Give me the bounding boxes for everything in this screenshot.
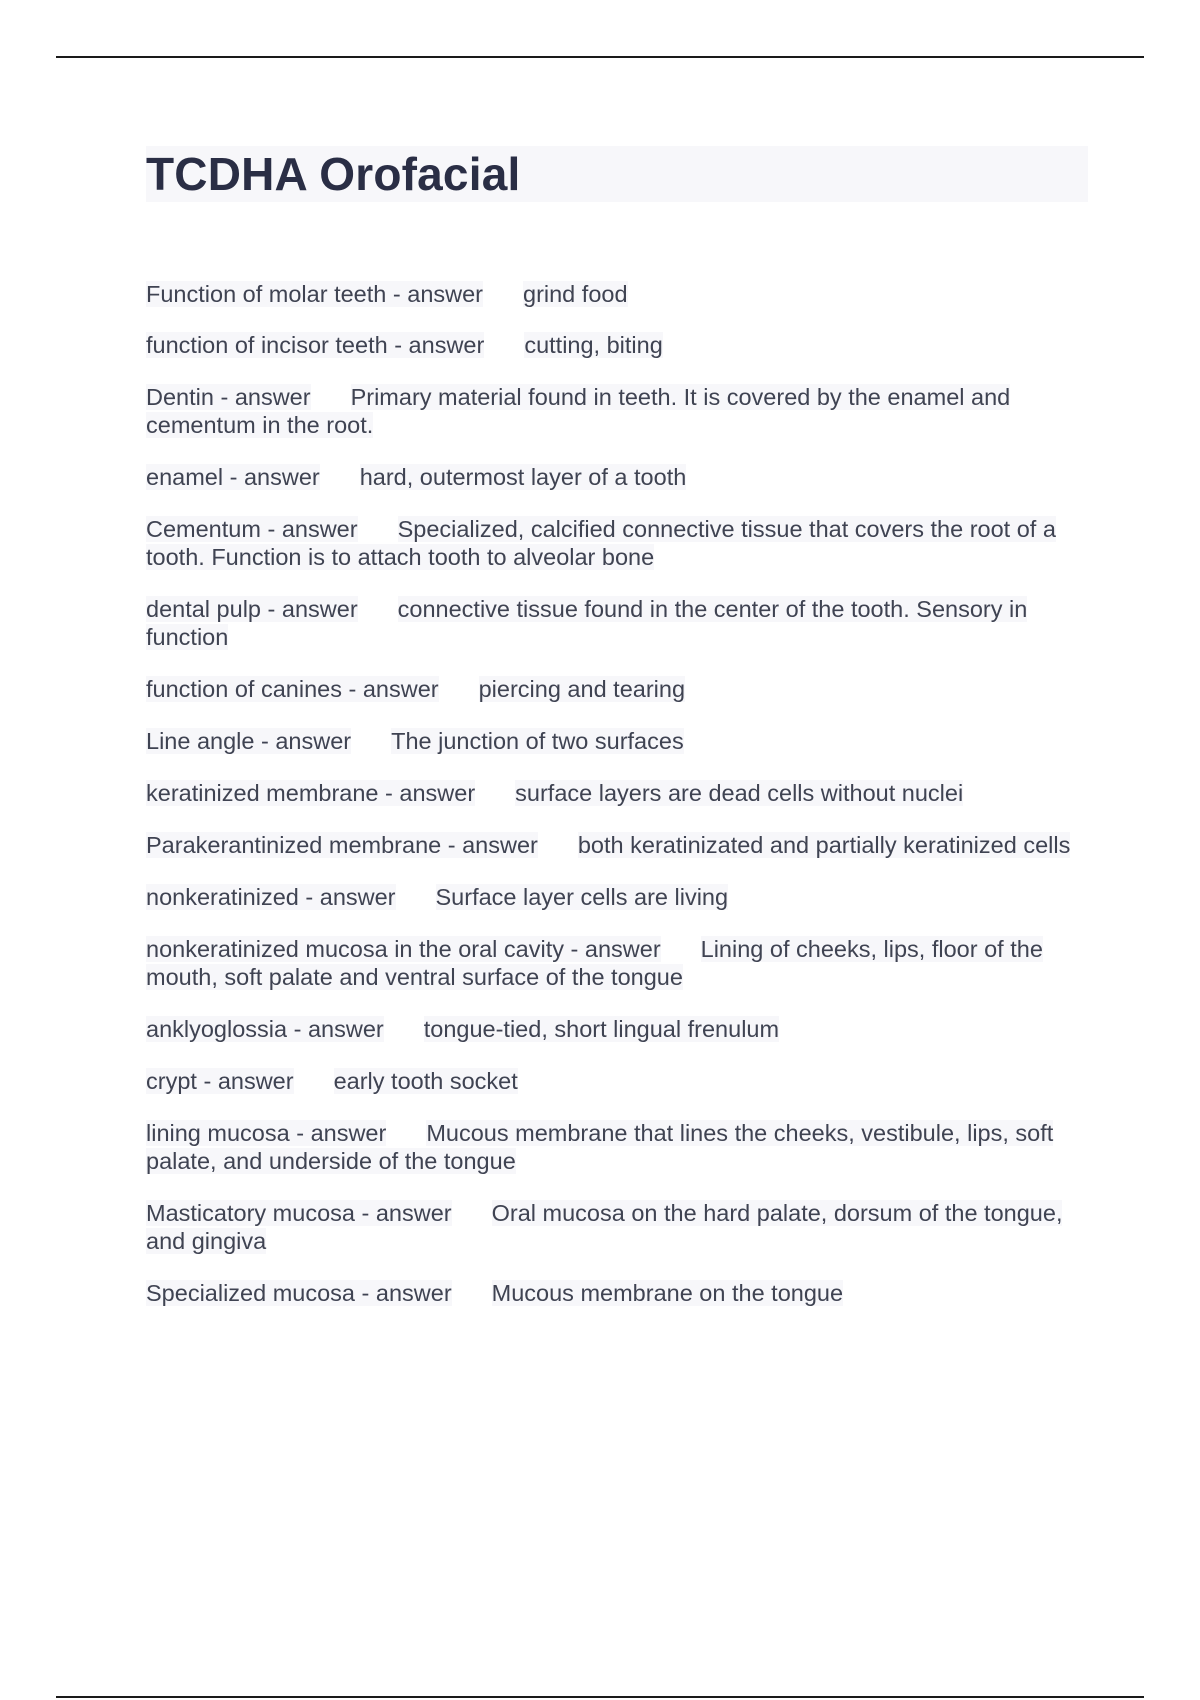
- flashcard-definition: hard, outermost layer of a tooth: [359, 464, 687, 490]
- flashcard-definition: connective tissue found in the center of the tooth. Sensory in function: [146, 596, 1028, 650]
- flashcard-answer-label: - answer: [341, 676, 439, 702]
- flashcard-answer-label: - answer: [196, 1068, 294, 1094]
- flashcard-item: [146, 280, 1096, 308]
- flashcard-answer-label: - answer: [355, 1280, 452, 1306]
- flashcard-definition: Oral mucosa on the hard palate, dorsum of the tongue, and gingiva: [146, 1200, 1063, 1254]
- top-rule: [56, 56, 1144, 58]
- flashcard-answer-label: - answer: [213, 384, 311, 410]
- flashcard-item: [146, 883, 1096, 911]
- flashcard-answer-label: - answer: [378, 780, 476, 806]
- flashcard-item: [146, 727, 1096, 755]
- flashcard-answer-label: - answer: [287, 1016, 384, 1042]
- flashcard-definition: Mucous membrane that lines the cheeks, vestibule, lips, soft palate, and underside of the tongue: [146, 1120, 1054, 1174]
- flashcard-answer-label: - answer: [441, 832, 538, 858]
- flashcard-item: [146, 1279, 1096, 1307]
- page-title: TCDHA Orofacial: [146, 148, 521, 200]
- flashcard-answer-label: - answer: [564, 936, 661, 962]
- flashcard-definition: Specialized, calcified connective tissue that covers the root of a tooth. Function is to attach tooth to alveolar bone: [146, 516, 1056, 570]
- flashcard-item: [146, 831, 1096, 859]
- flashcard-definition: Lining of cheeks, lips, floor of the mouth, soft palate and ventral surface of the tongue: [146, 936, 1043, 990]
- flashcard-answer-label: - answer: [354, 1200, 452, 1226]
- flashcard-term: Specialized mucosa: [146, 1280, 355, 1306]
- flashcard-item: [146, 1199, 1096, 1255]
- flashcard-list: [146, 280, 1096, 1331]
- flashcard-answer-label: - answer: [387, 332, 485, 358]
- flashcard-definition: both keratinizated and partially keratinized cells: [577, 832, 1071, 858]
- flashcard-term: Function of molar teeth: [146, 281, 387, 307]
- flashcard-item: [146, 383, 1096, 439]
- flashcard-item: [146, 331, 1096, 359]
- flashcard-term: Parakerantinized membrane: [146, 832, 442, 858]
- flashcard-term: anklyoglossia: [146, 1016, 288, 1042]
- flashcard-item: [146, 675, 1096, 703]
- flashcard-item: [146, 1015, 1096, 1043]
- flashcard-term: nonkeratinized: [146, 884, 299, 910]
- flashcard-definition: Primary material found in teeth. It is covered by the enamel and cementum in the root.: [146, 384, 1011, 438]
- flashcard-term: function of incisor teeth: [146, 332, 388, 358]
- flashcard-answer-label: - answer: [223, 464, 320, 490]
- flashcard-term: function of canines: [146, 676, 342, 702]
- flashcard-term: nonkeratinized mucosa in the oral cavity: [146, 936, 564, 962]
- flashcard-term: dental pulp: [146, 596, 261, 622]
- flashcard-definition: grind food: [523, 281, 628, 307]
- flashcard-term: enamel: [146, 464, 224, 490]
- flashcard-definition: Mucous membrane on the tongue: [491, 1280, 844, 1306]
- flashcard-definition: early tooth socket: [333, 1068, 518, 1094]
- flashcard-answer-label: - answer: [386, 281, 483, 307]
- flashcard-answer-label: - answer: [254, 728, 352, 754]
- flashcard-answer-label: - answer: [260, 516, 358, 542]
- flashcard-answer-label: - answer: [298, 884, 396, 910]
- flashcard-term: Masticatory mucosa: [146, 1200, 355, 1226]
- bottom-rule: [56, 1696, 1144, 1698]
- flashcard-definition: surface layers are dead cells without nuclei: [515, 780, 964, 806]
- flashcard-item: [146, 1119, 1096, 1175]
- flashcard-term: lining mucosa: [146, 1120, 290, 1146]
- flashcard-definition: tongue-tied, short lingual frenulum: [423, 1016, 780, 1042]
- flashcard-answer-label: - answer: [289, 1120, 387, 1146]
- flashcard-item: [146, 935, 1096, 991]
- flashcard-item: [146, 1067, 1096, 1095]
- flashcard-term: Cementum: [146, 516, 261, 542]
- flashcard-term: Line angle: [146, 728, 255, 754]
- flashcard-definition: cutting, biting: [524, 332, 663, 358]
- flashcard-answer-label: - answer: [261, 596, 358, 622]
- flashcard-definition: Surface layer cells are living: [435, 884, 729, 910]
- flashcard-item: [146, 595, 1096, 651]
- flashcard-term: Dentin: [146, 384, 214, 410]
- flashcard-item: [146, 463, 1096, 491]
- flashcard-definition: piercing and tearing: [478, 676, 686, 702]
- flashcard-item: [146, 515, 1096, 571]
- flashcard-item: [146, 779, 1096, 807]
- title-block: [146, 146, 1088, 202]
- flashcard-definition: The junction of two surfaces: [391, 728, 684, 754]
- flashcard-term: crypt: [146, 1068, 197, 1094]
- flashcard-term: keratinized membrane: [146, 780, 379, 806]
